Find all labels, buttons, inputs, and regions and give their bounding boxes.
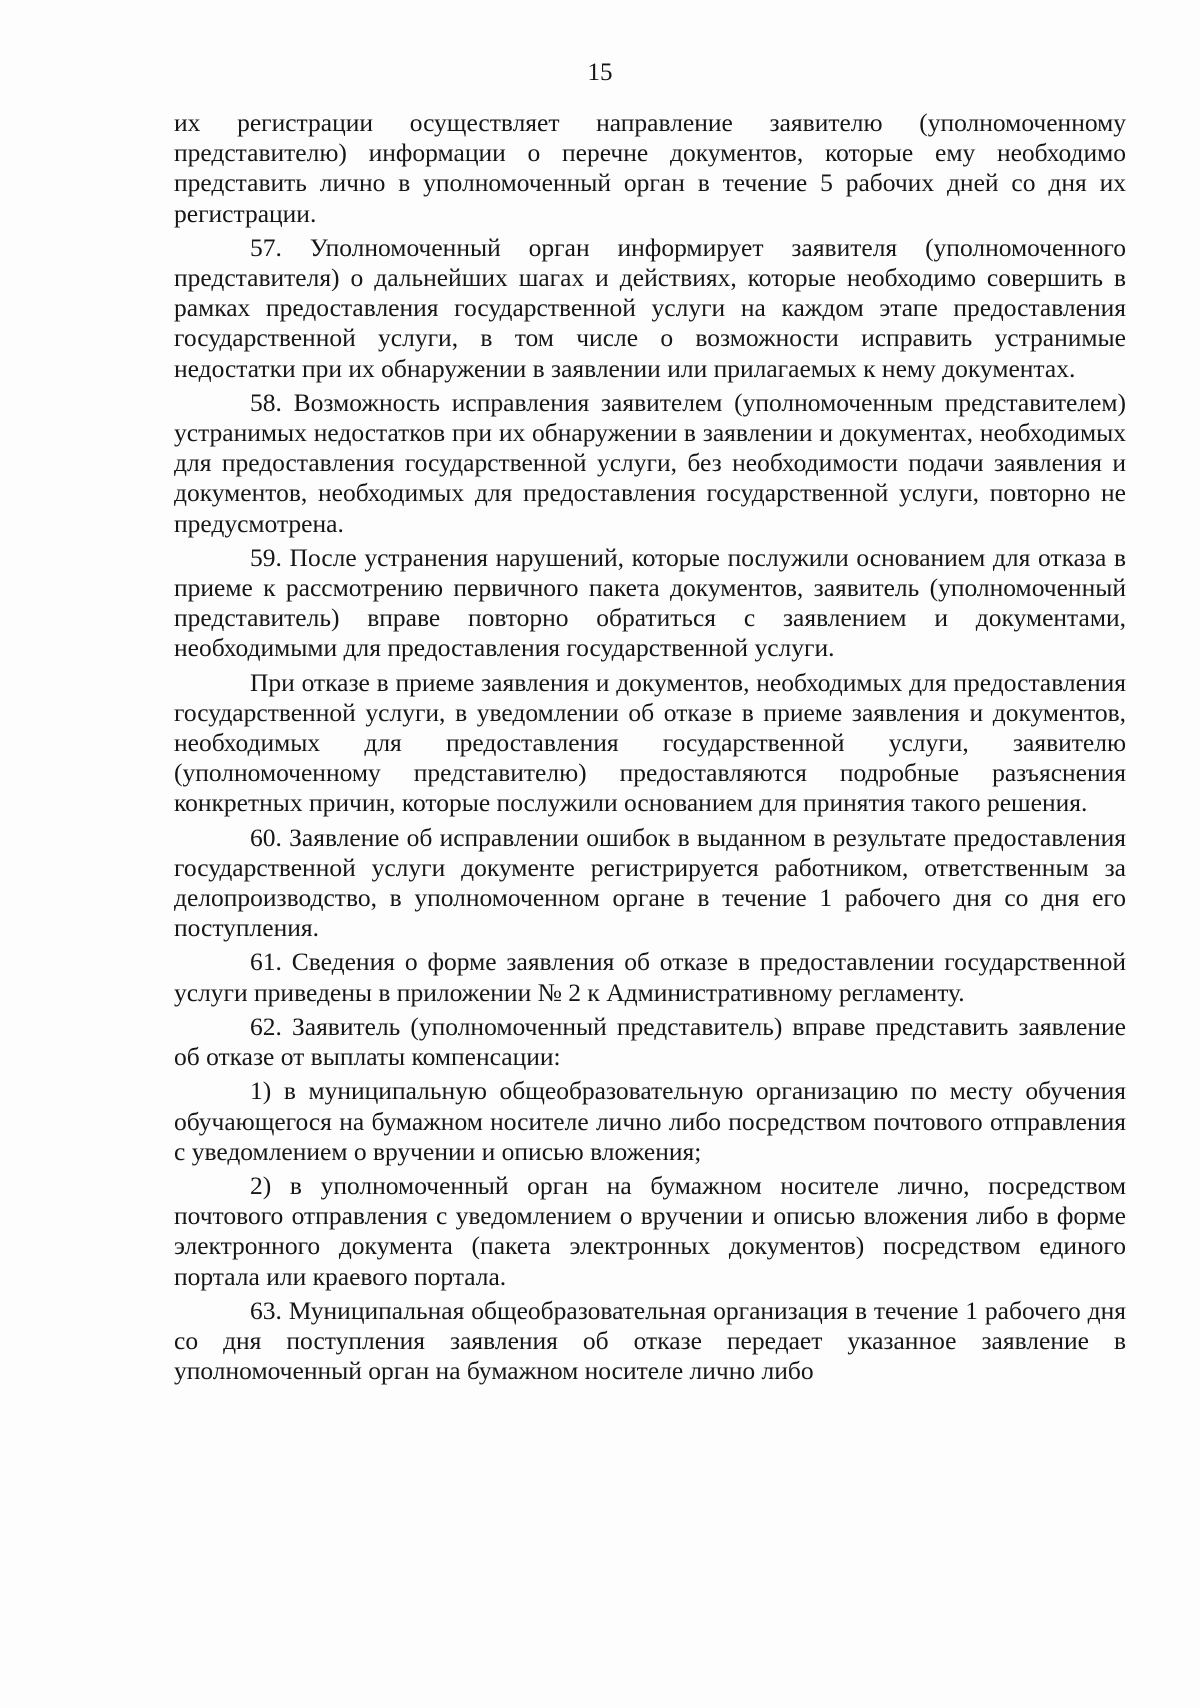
paragraph-60: 60. Заявление об исправлении ошибок в выданном в результате предоставления государственной услуги документе регистрируется работником, ответственным за делопроизводство, в уполномоченном органе в течение 1 рабочего дня со дня его поступления.	[174, 822, 1126, 943]
paragraph-continuation: их регистрации осуществляет направление заявителю (уполномоченному представителю) информации о перечне документов, которые ему необходимо представить лично в уполномоченный орган в течение 5 рабочих дней со дня их регистрации.	[174, 108, 1126, 228]
list-item-2: 2) в уполномоченный орган на бумажном носителе лично, посредством почтового отправления с уведомлением о вручении и описью вложения либо в форме электронного документа (пакета электронных документов) посредством единого портала или краевого портала.	[174, 1170, 1126, 1291]
paragraph-refusal-notice: При отказе в приеме заявления и документов, необходимых для предоставления государственной услуги, в уведомлении об отказе в приеме заявления и документов, необходимых для предоставления государственной услуги, заявителю (уполномоченному представителю) предоставляются подробные разъяснения конкретных причин, которые послужили основанием для принятия такого решения.	[174, 667, 1126, 818]
paragraph-63: 63. Муниципальная общеобразовательная организация в течение 1 рабочего дня со дня поступления заявления об отказе передает указанное заявление в уполномоченный орган на бумажном носителе лично либо	[174, 1295, 1126, 1386]
page-number: 15	[587, 59, 613, 86]
paragraph-61: 61. Сведения о форме заявления об отказе в предоставлении государственной услуги приведены в приложении № 2 к Административному регламенту.	[174, 947, 1126, 1007]
paragraph-57: 57. Уполномоченный орган информирует заявителя (уполномоченного представителя) о дальнейших шагах и действиях, которые необходимо совершить в рамках предоставления государственной услуги на каждом этапе предоставления государственной услуги, в том числе о возможности исправить устранимые недостатки при их обнаружении в заявлении или прилагаемых к нему документах.	[174, 232, 1126, 383]
document-body	[174, 108, 1126, 1386]
paragraph-58: 58. Возможность исправления заявителем (уполномоченным представителем) устранимых недостатков при их обнаружении в заявлении и документах, необходимых для предоставления государственной услуги, без необходимости подачи заявления и документов, необходимых для предоставления государственной услуги, повторно не предусмотрена.	[174, 387, 1126, 538]
paragraph-59: 59. После устранения нарушений, которые послужили основанием для отказа в приеме к рассмотрению первичного пакета документов, заявитель (уполномоченный представитель) вправе повторно обратиться с заявлением и документами, необходимыми для предоставления государственной услуги.	[174, 542, 1126, 663]
paragraph-62: 62. Заявитель (уполномоченный представитель) вправе представить заявление об отказе от выплаты компенсации:	[174, 1011, 1126, 1072]
list-item-1: 1) в муниципальную общеобразовательную организацию по месту обучения обучающегося на бумажном носителе лично либо посредством почтового отправления с уведомлением о вручении и описью вложения;	[174, 1076, 1126, 1166]
